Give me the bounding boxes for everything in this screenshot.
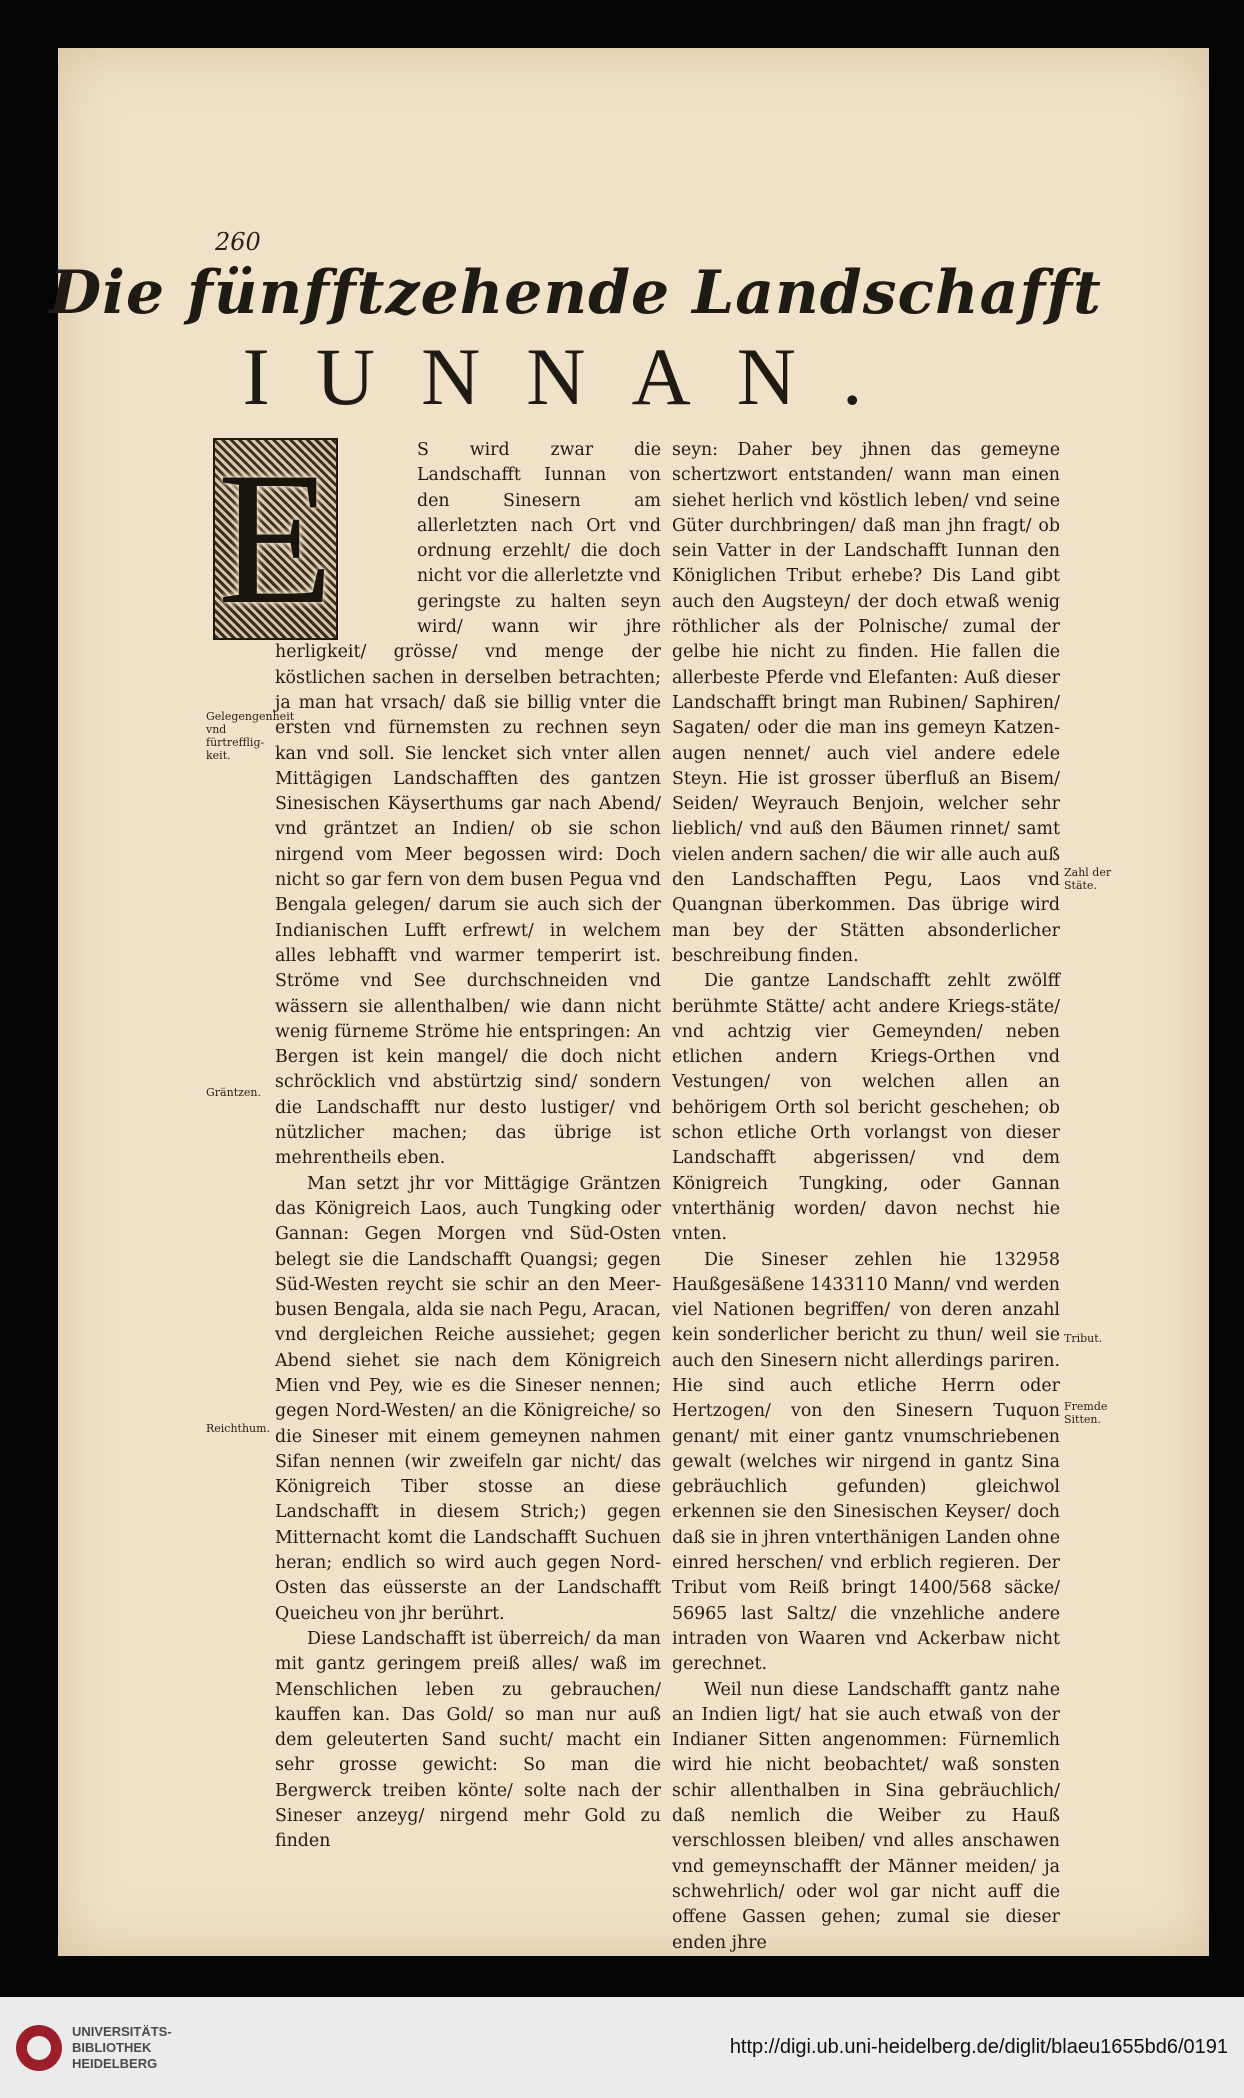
initial-letter: E xyxy=(217,434,334,644)
margin-note-reichthum: Reichthum. xyxy=(206,1422,271,1435)
paragraph: seyn: Daher bey jhnen das gemeyne schertzwort entstanden/ wann man einen siehet herlich vnd köstlich leben/ vnd seine Güter durchbringen/ daß man jhn fragt/ ob sein Vatter in der Landschafft Iunnan den Königlichen Tribut erhebe? Dis Land gibt auch den Augsteyn/ der doch etwaß wenig röthlicher als der Polnische/ zumal der gelbe hie nicht zu finden. Hie fallen die allerbeste Pferde vnd Elefanten: Auß dieser Landschafft bringt man Rubinen/ Saphiren/ Sagaten/ oder die man ins gemeyn Katzen-augen nennet/ auch viel andere edele Steyn. Hie ist grosser überfluß an Bisem/ Seiden/ Weyrauch Benjoin, welcher sehr lieblich/ vnd auß den Bäumen rinnet/ samt vielen andern sachen/ die wir alle auch auß den Landschafften Pegu, Laos vnd Quangnan überkommen. Das übrige wird man bey der Stätten absonderlicher beschreibung finden. xyxy=(672,440,1060,966)
library-logo-icon xyxy=(16,2025,62,2071)
initial-spacer xyxy=(275,434,417,636)
paragraph: Die Sineser zehlen hie 132958 Haußgesäßene 1433110 Mann/ vnd werden viel Nationen begriffen/ von deren anzahl kein sonderlicher bericht zu thun/ weil sie auch den Sinesern nicht allerdings pariren. Hie sind auch etliche Herrn oder Hertzogen/ von den Sinesern Tuquon genant/ mit einer gantz vnumschriebenen gewalt (welches wir nirgend in gantz Sina gebräuchlich gefunden) gleichwol erkennen sie den Sinesischen Keyser/ doch daß sie in jhren vnterthänigen Landen ohne einred herschen/ vnd erblich regieren. Der Tribut vom Reiß bringt 1400/568 säcke/ 56965 last Saltz/ die vnzehliche andere intraden von Waaren vnd Ackerbaw nicht gerechnet. xyxy=(672,1249,1060,1675)
region-name: IUNNAN. xyxy=(242,331,909,422)
library-name: UNIVERSITÄTS- BIBLIOTHEK HEIDELBERG xyxy=(72,2024,172,2071)
margin-note-tribut: Tribut. xyxy=(1064,1332,1103,1345)
margin-note-gelegenheit: Gelegengenheit vnd fürtrefflig-keit. xyxy=(206,710,295,762)
margin-note-fremde: Fremde Sitten. xyxy=(1064,1400,1108,1426)
margin-note-grantzen: Gräntzen. xyxy=(206,1086,261,1099)
paragraph: Weil nun diese Landschafft gantz nahe an Indien ligt/ hat sie auch etwaß von der Indianer Sitten angenommen: Fürnemlich wird hie nicht beobachtet/ waß sonsten schir allenthalben in Sina gebräuchlich/ daß nemlich die Weiber zu Hauß verschlossen bleiben/ vnd alles anschawen vnd gemeynschafft der Männer meiden/ ja schwehrlich/ oder wol gar nicht auff die offene Gassen gehen; zumal sie dieser enden jhre xyxy=(672,1679,1060,1953)
text-column-left xyxy=(275,438,661,1855)
paragraph: Die gantze Landschafft zehlt zwölff berühmte Stätte/ acht andere Kriegs-stäte/ vnd achtzig vier Gemeynden/ neben etlichen andern Kriegs-Orthen vnd Vestungen/ von welchen allen an behörigem Orth sol bericht geschehen; ob schon etliche Orth vorlangst von dieser Landschafft abgerissen/ vnd dem Königreich Tungking, oder Gannan vnterthänig worden/ davon nechst hie vnten. xyxy=(672,971,1060,1245)
page-number: 260 xyxy=(215,228,261,256)
chapter-title: Die fünfftzehende Landschafft xyxy=(49,258,1102,328)
margin-note-zahl: Zahl der Stäte. xyxy=(1064,866,1112,892)
paragraph: Man setzt jhr vor Mittägige Gräntzen das Königreich Laos, auch Tungking oder Gannan: Gegen Morgen vnd Süd-Osten belegt sie die Landschafft Quangsi; gegen Süd-Westen reycht sie schir an den Meer-busen Bengala, alda sie nach Pegu, Aracan, vnd dergleichen Reiche aussiehet; gegen Abend siehet sie nach dem Königreich Mien vnd Pey, wie es die Sineser nennen; gegen Nord-Westen/ an die Königreiche/ so die Sineser mit einem gemeynen nahmen Sifan nennen (wir zweifeln gar nicht/ das Königreich Tiber stosse an diese Landschafft in diesem Strich;) gegen Mitternacht komt die Landschafft Suchuen heran; endlich so wird auch gegen Nord-Osten das eüsserste an der Landschafft Queicheu von jhr berührt. xyxy=(275,1173,661,1624)
permalink[interactable]: http://digi.ub.uni-heidelberg.de/diglit/blaeu1655bd6/0191 xyxy=(729,2036,1228,2058)
paragraph: Diese Landschafft ist überreich/ da man mit gantz geringem preiß alles/ waß im Menschlichen leben zu gebrauchen/ kauffen kan. Das Gold/ so man nur auß dem geleuterten Sand sucht/ macht ein sehr grosse gewicht: So man die Bergwerck treiben könte/ solte nach der Sineser anzeyg/ nirgend mehr Gold zu finden xyxy=(275,1628,661,1852)
paragraph: S wird zwar die Landschafft Iunnan von den Sinesern am allerletzten nach Ort vnd ordnung erzehlt/ die doch nicht vor die allerletzte vnd geringste zu halten seyn wird/ wann wir jhre herligkeit/ grösse/ vnd menge der köstlichen sachen in derselben betrachten; ja man hat vrsach/ daß sie billig vnter die ersten vnd fürnemsten zu rechnen seyn kan vnd soll. Sie lencket sich vnter allen Mittägigen Landschafften des gantzen Sinesischen Käyserthums gar nach Abend/ vnd gräntzet an Indien/ ob sie schon nirgend vom Meer begossen wird: Doch nicht so gar fern von dem busen Pegua vnd Bengala gelegen/ darum sie auch sich der Indianischen Lufft erfrewt/ in welchem alles lebhafft vnd warmer temperirt ist. Ströme vnd See durchschneiden vnd wässern sie allenthalben/ wie dann nicht wenig fürneme Ströme hie entspringen: An Bergen ist kein mangel/ die doch nicht schröcklich vnd abstürtzig sind/ sondern die Landschafft nur desto lustiger/ vnd nützlicher machen; das übrige ist mehrentheils eben. xyxy=(275,440,661,1169)
text-column-right xyxy=(672,438,1060,1956)
